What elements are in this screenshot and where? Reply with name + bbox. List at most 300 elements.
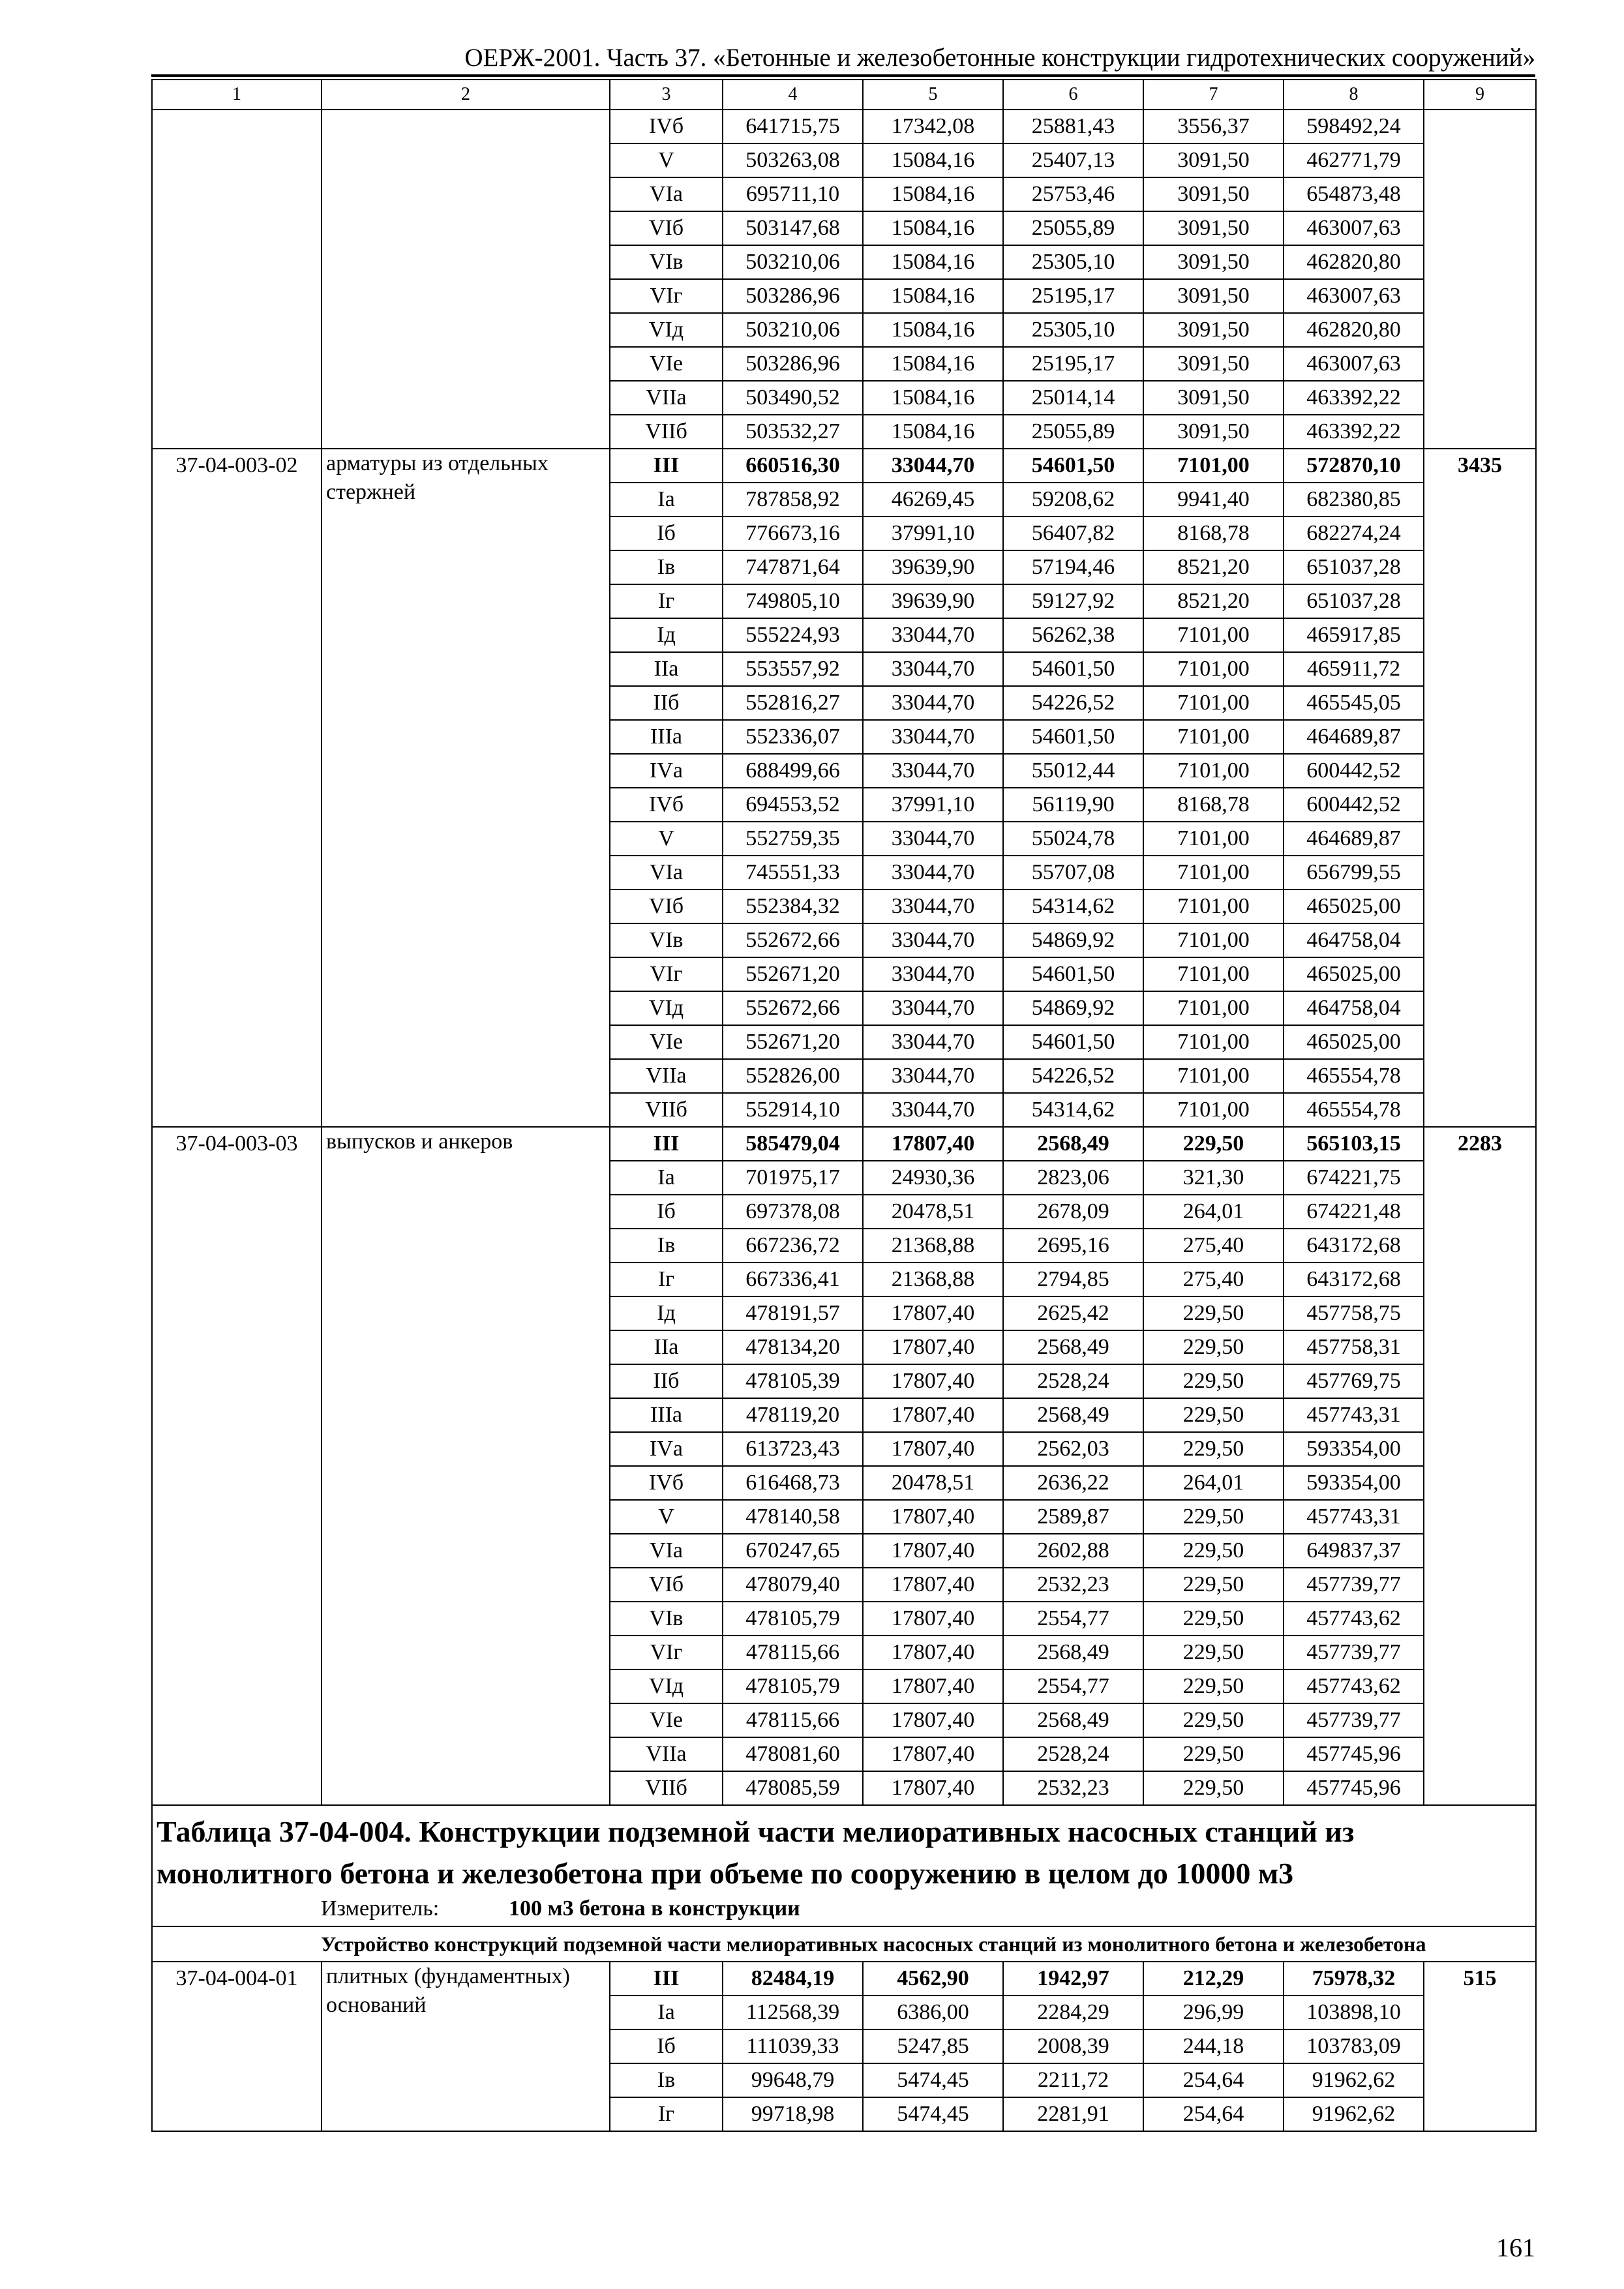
materials-cell: 457758,31 xyxy=(1284,1330,1424,1364)
wages-cell: 17807,40 xyxy=(863,1364,1003,1398)
zone-cell: VIг xyxy=(610,279,723,313)
zone-cell: Iа xyxy=(610,1161,723,1195)
zone-cell: IIб xyxy=(610,686,723,720)
machine-cost-cell: 2678,09 xyxy=(1003,1195,1143,1229)
total-cost-cell: 478079,40 xyxy=(723,1568,863,1602)
zone-cell: VIд xyxy=(610,1669,723,1703)
materials-cell: 91962,62 xyxy=(1284,2097,1424,2131)
work-name-cell: арматуры из отдельных стержней xyxy=(322,449,610,1127)
materials-cell: 103898,10 xyxy=(1284,1996,1424,2029)
machine-cost-cell: 1942,97 xyxy=(1003,1962,1143,1996)
materials-cell: 457745,96 xyxy=(1284,1771,1424,1805)
labor-cell: 515 xyxy=(1424,1962,1536,2131)
machinist-wages-cell: 3091,50 xyxy=(1143,347,1284,381)
table-row xyxy=(152,1127,1536,1161)
total-cost-cell: 616468,73 xyxy=(723,1466,863,1500)
machinist-wages-cell: 254,64 xyxy=(1143,2097,1284,2131)
machine-cost-cell: 2823,06 xyxy=(1003,1161,1143,1195)
machinist-wages-cell: 229,50 xyxy=(1143,1602,1284,1636)
wages-cell: 17807,40 xyxy=(863,1534,1003,1568)
wages-cell: 17807,40 xyxy=(863,1398,1003,1432)
wages-cell: 15084,16 xyxy=(863,279,1003,313)
materials-cell: 463392,22 xyxy=(1284,381,1424,415)
machinist-wages-cell: 7101,00 xyxy=(1143,822,1284,856)
machine-cost-cell: 54601,50 xyxy=(1003,652,1143,686)
zone-cell: VIIб xyxy=(610,1771,723,1805)
section-title: Устройство конструкций подземной части мелиоративных насосных станций из монолитного бетона и железобетона xyxy=(152,1926,1536,1962)
wages-cell: 15084,16 xyxy=(863,211,1003,245)
zone-cell: VIд xyxy=(610,991,723,1025)
wages-cell: 15084,16 xyxy=(863,381,1003,415)
machinist-wages-cell: 8168,78 xyxy=(1143,516,1284,550)
machinist-wages-cell: 275,40 xyxy=(1143,1263,1284,1296)
machinist-wages-cell: 229,50 xyxy=(1143,1127,1284,1161)
total-cost-cell: 688499,66 xyxy=(723,754,863,788)
rate-code-cell: 37-04-003-03 xyxy=(152,1127,322,1805)
materials-cell: 462820,80 xyxy=(1284,313,1424,347)
zone-cell: IVб xyxy=(610,1466,723,1500)
wages-cell: 33044,70 xyxy=(863,822,1003,856)
materials-cell: 465917,85 xyxy=(1284,618,1424,652)
running-header: ОЕРЖ-2001. Часть 37. «Бетонные и железобетонные конструкции гидротехнических сооружений» xyxy=(464,44,1535,72)
materials-cell: 457743,31 xyxy=(1284,1500,1424,1534)
wages-cell: 33044,70 xyxy=(863,1093,1003,1127)
total-cost-cell: 478081,60 xyxy=(723,1737,863,1771)
materials-cell: 464689,87 xyxy=(1284,822,1424,856)
machine-cost-cell: 55024,78 xyxy=(1003,822,1143,856)
zone-cell: VIд xyxy=(610,313,723,347)
zone-cell: VIа xyxy=(610,1534,723,1568)
machinist-wages-cell: 3556,37 xyxy=(1143,110,1284,143)
page-number: 161 xyxy=(1496,2233,1535,2262)
machinist-wages-cell: 229,50 xyxy=(1143,1568,1284,1602)
machinist-wages-cell: 7101,00 xyxy=(1143,686,1284,720)
materials-cell: 463007,63 xyxy=(1284,279,1424,313)
total-cost-cell: 503147,68 xyxy=(723,211,863,245)
materials-cell: 682380,85 xyxy=(1284,483,1424,516)
wages-cell: 17807,40 xyxy=(863,1669,1003,1703)
total-cost-cell: 552826,00 xyxy=(723,1059,863,1093)
materials-cell: 598492,24 xyxy=(1284,110,1424,143)
machine-cost-cell: 2794,85 xyxy=(1003,1263,1143,1296)
materials-cell: 75978,32 xyxy=(1284,1962,1424,1996)
machinist-wages-cell: 229,50 xyxy=(1143,1703,1284,1737)
materials-cell: 465911,72 xyxy=(1284,652,1424,686)
machinist-wages-cell: 321,30 xyxy=(1143,1161,1284,1195)
machine-cost-cell: 2284,29 xyxy=(1003,1996,1143,2029)
materials-cell: 457769,75 xyxy=(1284,1364,1424,1398)
machine-cost-cell: 25305,10 xyxy=(1003,245,1143,279)
labor-cell: 3435 xyxy=(1424,449,1536,1127)
total-cost-cell: 478134,20 xyxy=(723,1330,863,1364)
column-number: 7 xyxy=(1143,80,1284,110)
labor-cell xyxy=(1424,110,1536,449)
total-cost-cell: 552671,20 xyxy=(723,1025,863,1059)
total-cost-cell: 112568,39 xyxy=(723,1996,863,2029)
column-number: 1 xyxy=(152,80,322,110)
zone-cell: Iд xyxy=(610,1296,723,1330)
machinist-wages-cell: 229,50 xyxy=(1143,1432,1284,1466)
zone-cell: IVб xyxy=(610,110,723,143)
machine-cost-cell: 2568,49 xyxy=(1003,1127,1143,1161)
machine-cost-cell: 25014,14 xyxy=(1003,381,1143,415)
machine-cost-cell: 54601,50 xyxy=(1003,957,1143,991)
rate-code-cell: 37-04-004-01 xyxy=(152,1962,322,2131)
machine-cost-cell: 2281,91 xyxy=(1003,2097,1143,2131)
materials-cell: 463007,63 xyxy=(1284,347,1424,381)
machinist-wages-cell: 3091,50 xyxy=(1143,381,1284,415)
machine-cost-cell: 56407,82 xyxy=(1003,516,1143,550)
machinist-wages-cell: 3091,50 xyxy=(1143,211,1284,245)
total-cost-cell: 776673,16 xyxy=(723,516,863,550)
machinist-wages-cell: 3091,50 xyxy=(1143,177,1284,211)
total-cost-cell: 660516,30 xyxy=(723,449,863,483)
total-cost-cell: 695711,10 xyxy=(723,177,863,211)
wages-cell: 21368,88 xyxy=(863,1263,1003,1296)
total-cost-cell: 503286,96 xyxy=(723,347,863,381)
machine-cost-cell: 2562,03 xyxy=(1003,1432,1143,1466)
zone-cell: VIIа xyxy=(610,381,723,415)
total-cost-cell: 552672,66 xyxy=(723,991,863,1025)
total-cost-cell: 478105,79 xyxy=(723,1669,863,1703)
zone-cell: VIг xyxy=(610,957,723,991)
zone-cell: III xyxy=(610,1962,723,1996)
materials-cell: 91962,62 xyxy=(1284,2063,1424,2097)
machine-cost-cell: 2554,77 xyxy=(1003,1602,1143,1636)
materials-cell: 465025,00 xyxy=(1284,890,1424,923)
total-cost-cell: 613723,43 xyxy=(723,1432,863,1466)
machine-cost-cell: 55707,08 xyxy=(1003,856,1143,890)
zone-cell: Iб xyxy=(610,516,723,550)
meter-value: 100 м3 бетона в конструкции xyxy=(509,1896,800,1921)
total-cost-cell: 553557,92 xyxy=(723,652,863,686)
total-cost-cell: 503263,08 xyxy=(723,143,863,177)
total-cost-cell: 641715,75 xyxy=(723,110,863,143)
total-cost-cell: 701975,17 xyxy=(723,1161,863,1195)
total-cost-cell: 552914,10 xyxy=(723,1093,863,1127)
machine-cost-cell: 2568,49 xyxy=(1003,1398,1143,1432)
materials-cell: 465545,05 xyxy=(1284,686,1424,720)
zone-cell: IIа xyxy=(610,1330,723,1364)
materials-cell: 457745,96 xyxy=(1284,1737,1424,1771)
total-cost-cell: 585479,04 xyxy=(723,1127,863,1161)
zone-cell: IIIа xyxy=(610,720,723,754)
wages-cell: 17807,40 xyxy=(863,1703,1003,1737)
materials-cell: 565103,15 xyxy=(1284,1127,1424,1161)
total-cost-cell: 552384,32 xyxy=(723,890,863,923)
zone-cell: Iв xyxy=(610,2063,723,2097)
wages-cell: 17807,40 xyxy=(863,1296,1003,1330)
wages-cell: 33044,70 xyxy=(863,890,1003,923)
table-row xyxy=(152,1962,1536,1996)
machine-cost-cell: 54601,50 xyxy=(1003,449,1143,483)
header-rule xyxy=(151,74,1535,77)
machine-cost-cell: 2008,39 xyxy=(1003,2029,1143,2063)
total-cost-cell: 478105,79 xyxy=(723,1602,863,1636)
wages-cell: 33044,70 xyxy=(863,449,1003,483)
zone-cell: Iа xyxy=(610,483,723,516)
wages-cell: 33044,70 xyxy=(863,720,1003,754)
zone-cell: VIе xyxy=(610,1025,723,1059)
wages-cell: 33044,70 xyxy=(863,923,1003,957)
zone-cell: VIв xyxy=(610,1602,723,1636)
zone-cell: VIIб xyxy=(610,1093,723,1127)
meter-label: Измеритель: xyxy=(321,1896,440,1921)
machinist-wages-cell: 9941,40 xyxy=(1143,483,1284,516)
total-cost-cell: 478191,57 xyxy=(723,1296,863,1330)
machinist-wages-cell: 229,50 xyxy=(1143,1500,1284,1534)
zone-cell: Iа xyxy=(610,1996,723,2029)
wages-cell: 33044,70 xyxy=(863,686,1003,720)
work-name-cell: выпусков и анкеров xyxy=(322,1127,610,1805)
price-table xyxy=(151,79,1537,2132)
zone-cell: V xyxy=(610,822,723,856)
machine-cost-cell: 54314,62 xyxy=(1003,1093,1143,1127)
machine-cost-cell: 2211,72 xyxy=(1003,2063,1143,2097)
machinist-wages-cell: 7101,00 xyxy=(1143,720,1284,754)
machinist-wages-cell: 229,50 xyxy=(1143,1737,1284,1771)
machinist-wages-cell: 229,50 xyxy=(1143,1330,1284,1364)
machine-cost-cell: 2695,16 xyxy=(1003,1229,1143,1263)
wages-cell: 39639,90 xyxy=(863,584,1003,618)
wages-cell: 17807,40 xyxy=(863,1568,1003,1602)
column-number: 3 xyxy=(610,80,723,110)
total-cost-cell: 552759,35 xyxy=(723,822,863,856)
zone-cell: VIг xyxy=(610,1636,723,1669)
machinist-wages-cell: 7101,00 xyxy=(1143,957,1284,991)
zone-cell: Iг xyxy=(610,1263,723,1296)
machinist-wages-cell: 3091,50 xyxy=(1143,313,1284,347)
column-number: 5 xyxy=(863,80,1003,110)
machine-cost-cell: 2625,42 xyxy=(1003,1296,1143,1330)
machine-cost-cell: 54314,62 xyxy=(1003,890,1143,923)
wages-cell: 20478,51 xyxy=(863,1466,1003,1500)
column-number-row xyxy=(152,80,1536,110)
materials-cell: 572870,10 xyxy=(1284,449,1424,483)
materials-cell: 457739,77 xyxy=(1284,1636,1424,1669)
wages-cell: 33044,70 xyxy=(863,957,1003,991)
machine-cost-cell: 55012,44 xyxy=(1003,754,1143,788)
materials-cell: 457739,77 xyxy=(1284,1568,1424,1602)
work-name-cell xyxy=(322,110,610,449)
total-cost-cell: 478140,58 xyxy=(723,1500,863,1534)
zone-cell: Iб xyxy=(610,2029,723,2063)
machine-cost-cell: 2636,22 xyxy=(1003,1466,1143,1500)
materials-cell: 464689,87 xyxy=(1284,720,1424,754)
machinist-wages-cell: 264,01 xyxy=(1143,1466,1284,1500)
wages-cell: 15084,16 xyxy=(863,143,1003,177)
wages-cell: 5474,45 xyxy=(863,2063,1003,2097)
materials-cell: 464758,04 xyxy=(1284,991,1424,1025)
column-number: 2 xyxy=(322,80,610,110)
wages-cell: 15084,16 xyxy=(863,313,1003,347)
machine-cost-cell: 2602,88 xyxy=(1003,1534,1143,1568)
machinist-wages-cell: 7101,00 xyxy=(1143,1025,1284,1059)
materials-cell: 457739,77 xyxy=(1284,1703,1424,1737)
wages-cell: 17807,40 xyxy=(863,1500,1003,1534)
zone-cell: VIIа xyxy=(610,1059,723,1093)
measurement-unit-line xyxy=(157,1894,1531,1923)
column-number: 8 xyxy=(1284,80,1424,110)
machinist-wages-cell: 7101,00 xyxy=(1143,1093,1284,1127)
wages-cell: 33044,70 xyxy=(863,856,1003,890)
machine-cost-cell: 2528,24 xyxy=(1003,1737,1143,1771)
total-cost-cell: 694553,52 xyxy=(723,788,863,822)
total-cost-cell: 787858,92 xyxy=(723,483,863,516)
materials-cell: 457758,75 xyxy=(1284,1296,1424,1330)
materials-cell: 463392,22 xyxy=(1284,415,1424,449)
materials-cell: 674221,75 xyxy=(1284,1161,1424,1195)
machine-cost-cell: 25055,89 xyxy=(1003,415,1143,449)
machinist-wages-cell: 229,50 xyxy=(1143,1398,1284,1432)
machine-cost-cell: 54601,50 xyxy=(1003,720,1143,754)
materials-cell: 593354,00 xyxy=(1284,1466,1424,1500)
wages-cell: 37991,10 xyxy=(863,788,1003,822)
wages-cell: 17807,40 xyxy=(863,1737,1003,1771)
wages-cell: 17807,40 xyxy=(863,1636,1003,1669)
machinist-wages-cell: 8521,20 xyxy=(1143,584,1284,618)
machine-cost-cell: 25407,13 xyxy=(1003,143,1143,177)
total-cost-cell: 552672,66 xyxy=(723,923,863,957)
total-cost-cell: 749805,10 xyxy=(723,584,863,618)
machine-cost-cell: 54869,92 xyxy=(1003,991,1143,1025)
materials-cell: 462771,79 xyxy=(1284,143,1424,177)
materials-cell: 465554,78 xyxy=(1284,1093,1424,1127)
wages-cell: 5247,85 xyxy=(863,2029,1003,2063)
zone-cell: Iв xyxy=(610,1229,723,1263)
wages-cell: 33044,70 xyxy=(863,652,1003,686)
materials-cell: 649837,37 xyxy=(1284,1534,1424,1568)
machinist-wages-cell: 229,50 xyxy=(1143,1636,1284,1669)
total-cost-cell: 503490,52 xyxy=(723,381,863,415)
machine-cost-cell: 2568,49 xyxy=(1003,1330,1143,1364)
materials-cell: 651037,28 xyxy=(1284,550,1424,584)
materials-cell: 651037,28 xyxy=(1284,584,1424,618)
materials-cell: 600442,52 xyxy=(1284,788,1424,822)
total-cost-cell: 478105,39 xyxy=(723,1364,863,1398)
machinist-wages-cell: 3091,50 xyxy=(1143,245,1284,279)
zone-cell: VIе xyxy=(610,347,723,381)
materials-cell: 674221,48 xyxy=(1284,1195,1424,1229)
machinist-wages-cell: 3091,50 xyxy=(1143,415,1284,449)
zone-cell: IVа xyxy=(610,1432,723,1466)
table-title-row xyxy=(152,1805,1536,1926)
zone-cell: Iб xyxy=(610,1195,723,1229)
table-row xyxy=(152,449,1536,483)
materials-cell: 465025,00 xyxy=(1284,957,1424,991)
wages-cell: 5474,45 xyxy=(863,2097,1003,2131)
machine-cost-cell: 54601,50 xyxy=(1003,1025,1143,1059)
zone-cell: Iд xyxy=(610,618,723,652)
wages-cell: 24930,36 xyxy=(863,1161,1003,1195)
zone-cell: VIа xyxy=(610,856,723,890)
zone-cell: IIа xyxy=(610,652,723,686)
machinist-wages-cell: 3091,50 xyxy=(1143,279,1284,313)
total-cost-cell: 478085,59 xyxy=(723,1771,863,1805)
zone-cell: VIв xyxy=(610,923,723,957)
machine-cost-cell: 2528,24 xyxy=(1003,1364,1143,1398)
zone-cell: Iв xyxy=(610,550,723,584)
machinist-wages-cell: 264,01 xyxy=(1143,1195,1284,1229)
machine-cost-cell: 25195,17 xyxy=(1003,279,1143,313)
total-cost-cell: 552336,07 xyxy=(723,720,863,754)
materials-cell: 465554,78 xyxy=(1284,1059,1424,1093)
materials-cell: 457743,62 xyxy=(1284,1602,1424,1636)
machine-cost-cell: 56119,90 xyxy=(1003,788,1143,822)
machine-cost-cell: 56262,38 xyxy=(1003,618,1143,652)
zone-cell: III xyxy=(610,449,723,483)
machine-cost-cell: 25753,46 xyxy=(1003,177,1143,211)
zone-cell: VIб xyxy=(610,211,723,245)
column-number: 4 xyxy=(723,80,863,110)
section-row xyxy=(152,1926,1536,1962)
wages-cell: 15084,16 xyxy=(863,347,1003,381)
total-cost-cell: 697378,08 xyxy=(723,1195,863,1229)
wages-cell: 15084,16 xyxy=(863,177,1003,211)
machine-cost-cell: 54869,92 xyxy=(1003,923,1143,957)
zone-cell: IIIа xyxy=(610,1398,723,1432)
total-cost-cell: 111039,33 xyxy=(723,2029,863,2063)
total-cost-cell: 82484,19 xyxy=(723,1962,863,1996)
materials-cell: 593354,00 xyxy=(1284,1432,1424,1466)
wages-cell: 17807,40 xyxy=(863,1602,1003,1636)
wages-cell: 21368,88 xyxy=(863,1229,1003,1263)
total-cost-cell: 503210,06 xyxy=(723,313,863,347)
machinist-wages-cell: 7101,00 xyxy=(1143,923,1284,957)
machine-cost-cell: 25055,89 xyxy=(1003,211,1143,245)
machine-cost-cell: 2554,77 xyxy=(1003,1669,1143,1703)
zone-cell: V xyxy=(610,1500,723,1534)
materials-cell: 103783,09 xyxy=(1284,2029,1424,2063)
labor-cell: 2283 xyxy=(1424,1127,1536,1805)
machinist-wages-cell: 7101,00 xyxy=(1143,991,1284,1025)
materials-cell: 465025,00 xyxy=(1284,1025,1424,1059)
zone-cell: VIв xyxy=(610,245,723,279)
total-cost-cell: 503286,96 xyxy=(723,279,863,313)
machinist-wages-cell: 7101,00 xyxy=(1143,890,1284,923)
machine-cost-cell: 2532,23 xyxy=(1003,1568,1143,1602)
wages-cell: 17807,40 xyxy=(863,1127,1003,1161)
wages-cell: 33044,70 xyxy=(863,991,1003,1025)
total-cost-cell: 478115,66 xyxy=(723,1636,863,1669)
machine-cost-cell: 59208,62 xyxy=(1003,483,1143,516)
machine-cost-cell: 2568,49 xyxy=(1003,1636,1143,1669)
zone-cell: III xyxy=(610,1127,723,1161)
total-cost-cell: 667236,72 xyxy=(723,1229,863,1263)
table-title-cell xyxy=(152,1805,1536,1926)
machinist-wages-cell: 7101,00 xyxy=(1143,449,1284,483)
machine-cost-cell: 57194,46 xyxy=(1003,550,1143,584)
machine-cost-cell: 2568,49 xyxy=(1003,1703,1143,1737)
wages-cell: 46269,45 xyxy=(863,483,1003,516)
wages-cell: 39639,90 xyxy=(863,550,1003,584)
machinist-wages-cell: 7101,00 xyxy=(1143,618,1284,652)
wages-cell: 17807,40 xyxy=(863,1330,1003,1364)
machinist-wages-cell: 7101,00 xyxy=(1143,652,1284,686)
machine-cost-cell: 2532,23 xyxy=(1003,1771,1143,1805)
total-cost-cell: 503532,27 xyxy=(723,415,863,449)
total-cost-cell: 478119,20 xyxy=(723,1398,863,1432)
wages-cell: 37991,10 xyxy=(863,516,1003,550)
machine-cost-cell: 54226,52 xyxy=(1003,1059,1143,1093)
table-body xyxy=(152,80,1536,2131)
rate-code-cell xyxy=(152,110,322,449)
zone-cell: VIб xyxy=(610,890,723,923)
wages-cell: 33044,70 xyxy=(863,1059,1003,1093)
machine-cost-cell: 2589,87 xyxy=(1003,1500,1143,1534)
machinist-wages-cell: 229,50 xyxy=(1143,1771,1284,1805)
materials-cell: 600442,52 xyxy=(1284,754,1424,788)
